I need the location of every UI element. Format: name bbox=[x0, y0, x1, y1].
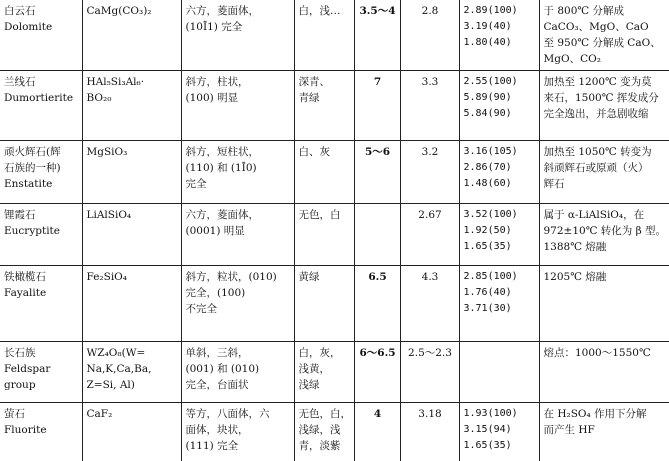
formula-line: MgSiO₃ bbox=[86, 145, 128, 158]
hardness-cell bbox=[354, 140, 400, 203]
name-line: Dolomite bbox=[4, 21, 53, 33]
xray-line: 5.84(90) bbox=[463, 107, 512, 119]
behavior-line: 辉石 bbox=[543, 177, 565, 190]
xray-line: 1.92(50) bbox=[463, 224, 512, 236]
thermal-behavior-cell bbox=[539, 203, 669, 265]
crystal-system-cell bbox=[181, 203, 294, 265]
formula-line: Na,K,Ca,Ba, bbox=[86, 362, 152, 375]
color-line: 浅黄， bbox=[298, 362, 330, 375]
density-cell bbox=[400, 402, 459, 461]
xray-line: 2.85(100) bbox=[463, 270, 518, 282]
formula-cell bbox=[82, 265, 181, 341]
hardness-value: 6.5 bbox=[368, 270, 387, 283]
behavior-line: 1388℃ 熔融 bbox=[543, 240, 607, 253]
crystal-system-cell bbox=[181, 140, 294, 203]
color-line: 黄绿 bbox=[298, 270, 320, 283]
mineral-name-cell bbox=[0, 70, 82, 140]
thermal-behavior-cell bbox=[539, 341, 669, 402]
name-line: Fluorite bbox=[4, 423, 47, 436]
hardness-value: 3.5～4 bbox=[359, 5, 396, 17]
crystal-line: 斜方，柱状， bbox=[185, 75, 249, 88]
xray-lines-cell bbox=[459, 265, 539, 341]
table-row bbox=[0, 265, 669, 341]
color-cell bbox=[294, 0, 354, 70]
xray-line: 3.71(30) bbox=[463, 302, 512, 314]
hardness-cell bbox=[354, 203, 400, 265]
color-cell bbox=[294, 70, 354, 140]
color-line: 青绿 bbox=[298, 91, 320, 104]
behavior-line: 在 H₂SO₄ 作用下分解 bbox=[543, 407, 647, 420]
name-line: Fayalite bbox=[4, 286, 47, 299]
crystal-line: (110) 和 (1Ī0) bbox=[185, 161, 257, 174]
name-line: 石族的一种) bbox=[4, 161, 61, 174]
name-line: group bbox=[4, 378, 36, 391]
name-line: 锂霞石 bbox=[4, 208, 36, 221]
mineral-name-cell bbox=[0, 341, 82, 402]
table-row bbox=[0, 140, 669, 203]
name-line: Enstatite bbox=[4, 177, 53, 190]
color-line: 白，浅… bbox=[298, 5, 341, 17]
formula-cell bbox=[82, 341, 181, 402]
behavior-line: MgO、CO₂ bbox=[543, 53, 601, 65]
xray-line: 3.52(100) bbox=[463, 208, 518, 220]
name-line: 兰线石 bbox=[4, 75, 36, 88]
hardness-value: 4 bbox=[373, 407, 382, 420]
xray-line: 3.16(105) bbox=[463, 145, 518, 157]
density-value: 2.5～2.3 bbox=[408, 346, 452, 359]
formula-line: CaMg(CO₃)₂ bbox=[86, 5, 152, 17]
color-line: 浅绿，浅 bbox=[298, 423, 341, 436]
density-cell bbox=[400, 70, 459, 140]
crystal-line: 斜方，粒状，(010) bbox=[185, 270, 277, 283]
density-value: 3.2 bbox=[421, 145, 439, 158]
crystal-line: 面体，块状， bbox=[185, 423, 249, 436]
density-value: 2.67 bbox=[418, 208, 442, 221]
name-line: 白云石 bbox=[4, 5, 36, 17]
hardness-cell bbox=[354, 265, 400, 341]
hardness-cell bbox=[354, 402, 400, 461]
behavior-line: 972±10℃ 转化为 β 型。 bbox=[543, 224, 667, 237]
xray-line: 5.89(90) bbox=[463, 91, 512, 103]
density-cell bbox=[400, 341, 459, 402]
mineral-name-cell bbox=[0, 140, 82, 203]
color-line: 白，灰， bbox=[298, 346, 341, 359]
xray-lines-cell bbox=[459, 203, 539, 265]
name-line: Eucryptite bbox=[4, 224, 60, 237]
crystal-line: 单斜，三斜， bbox=[185, 346, 249, 359]
thermal-behavior-cell bbox=[539, 265, 669, 341]
mineral-name-cell bbox=[0, 0, 82, 70]
behavior-line: 完全逸出，并急剧收缩 bbox=[543, 107, 649, 120]
color-cell bbox=[294, 265, 354, 341]
behavior-line: CaCO₃、MgO、CaO bbox=[543, 21, 649, 33]
formula-cell bbox=[82, 402, 181, 461]
color-line: 浅绿 bbox=[298, 378, 320, 391]
formula-line: CaF₂ bbox=[86, 407, 113, 420]
behavior-line: 加热至 1050℃ 转变为 bbox=[543, 145, 652, 158]
behavior-line: 加热至 1200℃ 变为莫 bbox=[543, 75, 652, 88]
table-row bbox=[0, 70, 669, 140]
crystal-line: 不完全 bbox=[185, 302, 217, 315]
color-cell bbox=[294, 402, 354, 461]
xray-line: 1.76(40) bbox=[463, 286, 512, 298]
crystal-line: 完全，(100) bbox=[185, 286, 246, 299]
crystal-line: (0001) 明显 bbox=[185, 224, 245, 237]
hardness-cell bbox=[354, 70, 400, 140]
crystal-line: (111) 完全 bbox=[185, 439, 239, 452]
formula-line: HAl₅Si₃Al₆· bbox=[86, 75, 145, 88]
density-cell bbox=[400, 0, 459, 70]
density-value: 4.3 bbox=[421, 270, 439, 283]
thermal-behavior-cell bbox=[539, 402, 669, 461]
density-cell bbox=[400, 140, 459, 203]
density-cell bbox=[400, 265, 459, 341]
table-row bbox=[0, 341, 669, 402]
name-line: 顽火辉石(辉 bbox=[4, 145, 61, 158]
color-line: 深青、 bbox=[298, 75, 330, 88]
behavior-line: 来石，1500℃ 挥发成分 bbox=[543, 91, 659, 104]
xray-line: 1.80(40) bbox=[463, 37, 512, 48]
formula-cell bbox=[82, 0, 181, 70]
thermal-behavior-cell bbox=[539, 140, 669, 203]
xray-line: 2.86(70) bbox=[463, 161, 512, 173]
xray-lines-cell bbox=[459, 70, 539, 140]
hardness-cell bbox=[354, 341, 400, 402]
formula-line: BO₂₀ bbox=[86, 91, 112, 104]
color-line: 无色，白 bbox=[298, 208, 341, 221]
xray-line: 1.65(35) bbox=[463, 240, 512, 252]
crystal-line: 完全，台面状 bbox=[185, 378, 249, 391]
color-cell bbox=[294, 341, 354, 402]
formula-cell bbox=[82, 203, 181, 265]
xray-lines-cell bbox=[459, 140, 539, 203]
formula-line: Z=Si, Al) bbox=[86, 378, 135, 391]
formula-line: Fe₂SiO₄ bbox=[86, 270, 128, 283]
crystal-system-cell bbox=[181, 0, 294, 70]
crystal-system-cell bbox=[181, 265, 294, 341]
name-line: 铁橄榄石 bbox=[4, 270, 46, 283]
formula-cell bbox=[82, 70, 181, 140]
crystal-system-cell bbox=[181, 341, 294, 402]
color-line: 无色，白， bbox=[298, 407, 351, 420]
density-value: 3.3 bbox=[421, 75, 439, 88]
crystal-line: 六方，菱面体， bbox=[185, 208, 259, 221]
formula-line: LiAlSiO₄ bbox=[86, 208, 132, 221]
crystal-line: (10Ī1) 完全 bbox=[185, 21, 243, 33]
color-cell bbox=[294, 203, 354, 265]
crystal-line: (001) 和 (010) bbox=[185, 362, 260, 375]
mineral-name-cell bbox=[0, 203, 82, 265]
behavior-line: 属于 α-LiAlSiO₄，在 bbox=[543, 208, 645, 221]
crystal-system-cell bbox=[181, 70, 294, 140]
xray-lines-cell bbox=[459, 402, 539, 461]
crystal-line: (100) 明显 bbox=[185, 91, 239, 104]
hardness-value: 5～6 bbox=[364, 145, 391, 158]
name-line: Dumortierite bbox=[4, 91, 74, 104]
behavior-line: 1205℃ 熔融 bbox=[543, 270, 607, 283]
name-line: Feldspar bbox=[4, 362, 51, 375]
behavior-line: 斜顽辉石或原顽（火） bbox=[543, 161, 649, 174]
table-row bbox=[0, 0, 669, 70]
crystal-line: 六方，菱面体， bbox=[185, 5, 259, 17]
hardness-value: 7 bbox=[373, 75, 382, 88]
density-value: 2.8 bbox=[421, 5, 439, 17]
crystal-line: 斜方，短柱状， bbox=[185, 145, 259, 158]
xray-line: 3.15(94) bbox=[463, 423, 512, 435]
xray-line: 2.89(100) bbox=[463, 5, 518, 16]
hardness-value: 6～6.5 bbox=[359, 346, 396, 359]
xray-line: 3.19(40) bbox=[463, 21, 512, 32]
color-line: 白、灰 bbox=[298, 145, 330, 158]
mineral-name-cell bbox=[0, 265, 82, 341]
thermal-behavior-cell bbox=[539, 0, 669, 70]
color-line: 青，淡紫 bbox=[298, 439, 341, 452]
table-row bbox=[0, 203, 669, 265]
crystal-line: 等方，八面体，六 bbox=[185, 407, 270, 420]
density-value: 3.18 bbox=[418, 407, 442, 420]
xray-line: 2.55(100) bbox=[463, 75, 518, 87]
name-line: 萤石 bbox=[4, 407, 25, 420]
density-cell bbox=[400, 203, 459, 265]
thermal-behavior-cell bbox=[539, 70, 669, 140]
formula-cell bbox=[82, 140, 181, 203]
xray-lines-cell bbox=[459, 0, 539, 70]
behavior-line: 熔点：1000～1550℃ bbox=[543, 346, 651, 359]
xray-line: 1.93(100) bbox=[463, 407, 518, 419]
behavior-line: 于 800℃ 分解成 bbox=[543, 5, 624, 17]
xray-line: 1.48(60) bbox=[463, 177, 512, 189]
color-cell bbox=[294, 140, 354, 203]
table-row bbox=[0, 402, 669, 461]
crystal-system-cell bbox=[181, 402, 294, 461]
behavior-line: 而产生 HF bbox=[543, 423, 595, 436]
hardness-cell bbox=[354, 0, 400, 70]
name-line: 长石族 bbox=[4, 346, 36, 359]
behavior-line: 至 950℃ 分解成 CaO、 bbox=[543, 37, 661, 49]
xray-line: 1.65(35) bbox=[463, 439, 512, 451]
xray-lines-cell bbox=[459, 341, 539, 402]
mineral-name-cell bbox=[0, 402, 82, 461]
formula-line: WZ₄O₈(W= bbox=[86, 346, 146, 359]
crystal-line: 完全 bbox=[185, 177, 207, 190]
